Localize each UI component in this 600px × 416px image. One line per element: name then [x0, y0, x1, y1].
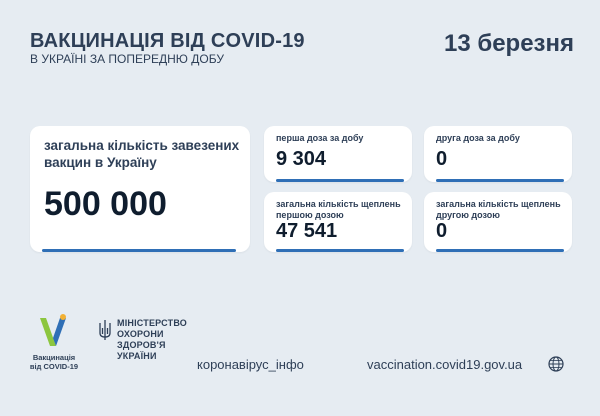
card-value: 0 [436, 220, 448, 242]
card-accent-bar [276, 179, 404, 182]
card-first-dose-day [264, 126, 412, 182]
coronavirus-info-link[interactable]: коронавірус_інфо [197, 357, 304, 372]
card-label: загальна кількість щеплень першою дозою [276, 199, 401, 220]
trident-icon [99, 319, 111, 341]
ministry-line: ЗДОРОВ'Я [117, 340, 166, 350]
card-accent-bar [42, 249, 236, 252]
ministry-line: ОХОРОНИ [117, 329, 164, 339]
card-value: 47 541 [276, 220, 338, 242]
card-label: перша доза за добу [276, 133, 364, 143]
card-label: загальна кількість завезених вакцин в Україну [44, 138, 240, 170]
card-value: 9 304 [276, 148, 327, 170]
page-subtitle: В УКРАЇНІ ЗА ПОПЕРЕДНЮ ДОБУ [30, 52, 224, 66]
page-title: ВАКЦИНАЦІЯ ВІД COVID-19 [30, 30, 305, 52]
vaccination-logo-text: Вакцинація від COVID-19 [29, 353, 79, 371]
card-value: 500 000 [44, 185, 167, 223]
card-total-delivered [30, 126, 250, 252]
ministry-line: МІНІСТЕРСТВО [117, 318, 188, 328]
ministry-logo-text [117, 318, 197, 362]
card-accent-bar [436, 249, 564, 252]
card-label: друга доза за добу [436, 133, 520, 143]
card-label: загальна кількість щеплень другою дозою [436, 199, 561, 220]
card-second-dose-total [424, 192, 572, 252]
globe-icon [548, 356, 564, 372]
vaccination-logo-icon [36, 312, 72, 352]
card-first-dose-total [264, 192, 412, 252]
card-accent-bar [276, 249, 404, 252]
card-accent-bar [436, 179, 564, 182]
card-second-dose-day [424, 126, 572, 182]
date-label: 13 березня [444, 30, 574, 57]
vaccination-url-link[interactable]: vaccination.covid19.gov.ua [367, 357, 523, 372]
ministry-line: УКРАЇНИ [117, 351, 157, 361]
card-value: 0 [436, 148, 448, 170]
